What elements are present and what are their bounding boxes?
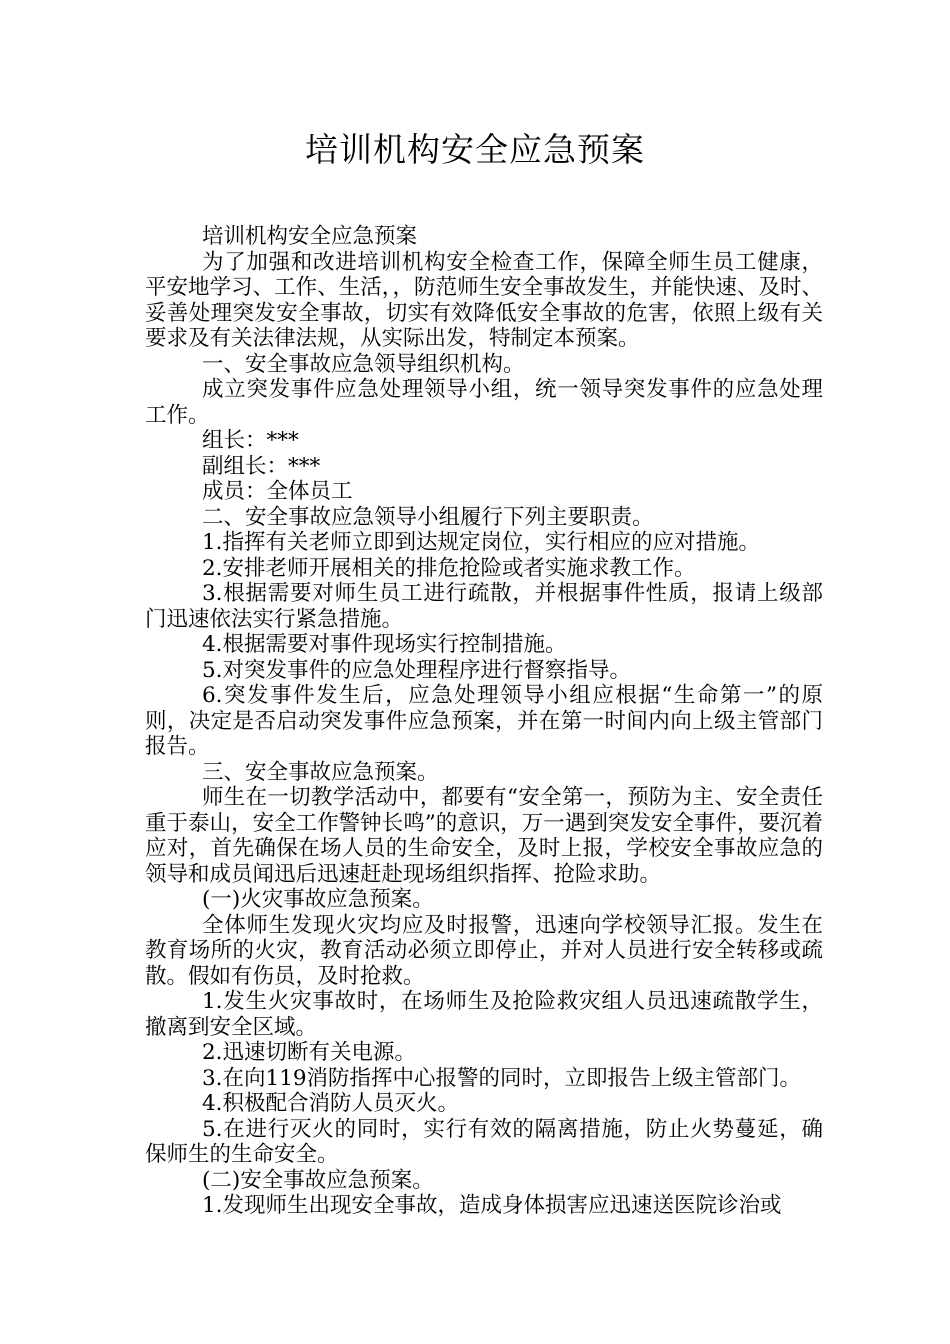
paragraph: 成立突发事件应急处理领导小组，统一领导突发事件的应急处理工作。 (145, 377, 823, 428)
paragraph: 二、安全事故应急领导小组履行下列主要职责。 (202, 504, 654, 530)
paragraph: 3.根据需要对师生员工进行疏散，并根据事件性质，报请上级部门迅速依法实行紧急措施。 (145, 581, 823, 632)
paragraph: 2.迅速切断有关电源。 (202, 1040, 417, 1065)
document-title: 培训机构安全应急预案 (305, 130, 645, 169)
paragraph: 4.积极配合消防人员灭火。 (202, 1091, 460, 1116)
paragraph: 1.指挥有关老师立即到达规定岗位，实行相应的应对措施。 (202, 530, 761, 555)
paragraph: (一)火灾事故应急预案。 (202, 887, 434, 912)
paragraph: 2.安排老师开展相关的排危抢险或者实施求教工作。 (202, 555, 696, 581)
paragraph: 为了加强和改进培训机构安全检查工作，保障全师生员工健康，平安地学习、工作、生活，，防范师生安全事故发生，并能快速、及时、妥善处理突发安全事故，切实有效降低安全事故的危害，依照上级有关要求及有关法律法规，从实际出发，特制定本预案。 (145, 249, 823, 351)
paragraph: 3.在向119消防指挥中心报警的同时，立即报告上级主管部门。 (202, 1065, 802, 1091)
paragraph: 5.对突发事件的应急处理程序进行督察指导。 (202, 657, 632, 683)
paragraph: 1.发生火灾事故时，在场师生及抢险救灾组人员迅速疏散学生，撤离到安全区域。 (145, 989, 823, 1040)
document-body (145, 224, 823, 1219)
paragraph: 三、安全事故应急预案。 (202, 759, 439, 785)
paragraph: 组长：*** (202, 428, 299, 453)
paragraph: 5.在进行灭火的同时，实行有效的隔离措施，防止火势蔓延，确保师生的生命安全。 (145, 1116, 823, 1167)
paragraph: 成员：全体员工 (202, 479, 353, 504)
paragraph: 一、安全事故应急领导组织机构。 (202, 351, 525, 377)
paragraph: 副组长：*** (202, 453, 321, 479)
paragraph: 全体师生发现火灾均应及时报警，迅速向学校领导汇报。发生在教育场所的火灾，教育活动必须立即停止，并对人员进行安全转移或疏散。假如有伤员，及时抢救。 (145, 912, 823, 989)
paragraph: 1.发现师生出现安全事故，造成身体损害应迅速送医院诊治或 (202, 1193, 782, 1218)
paragraph: 师生在一切教学活动中，都要有“安全第一，预防为主、安全责任重于泰山，安全工作警钟长鸣”的意识，万一遇到突发安全事件，要沉着应对，首先确保在场人员的生命安全，及时上报，学校安全事故应急的领导和成员闻迅后迅速赶赴现场组织指挥、抢险求助。 (145, 785, 823, 887)
paragraph: 6.突发事件发生后，应急处理领导小组应根据“生命第一”的原则，决定是否启动突发事件应急预案，并在第一时间内向上级主管部门报告。 (145, 683, 823, 759)
paragraph: 4.根据需要对事件现场实行控制措施。 (202, 632, 567, 657)
paragraph: (二)安全事故应急预案。 (202, 1167, 434, 1193)
paragraph: 培训机构安全应急预案 (202, 224, 418, 249)
